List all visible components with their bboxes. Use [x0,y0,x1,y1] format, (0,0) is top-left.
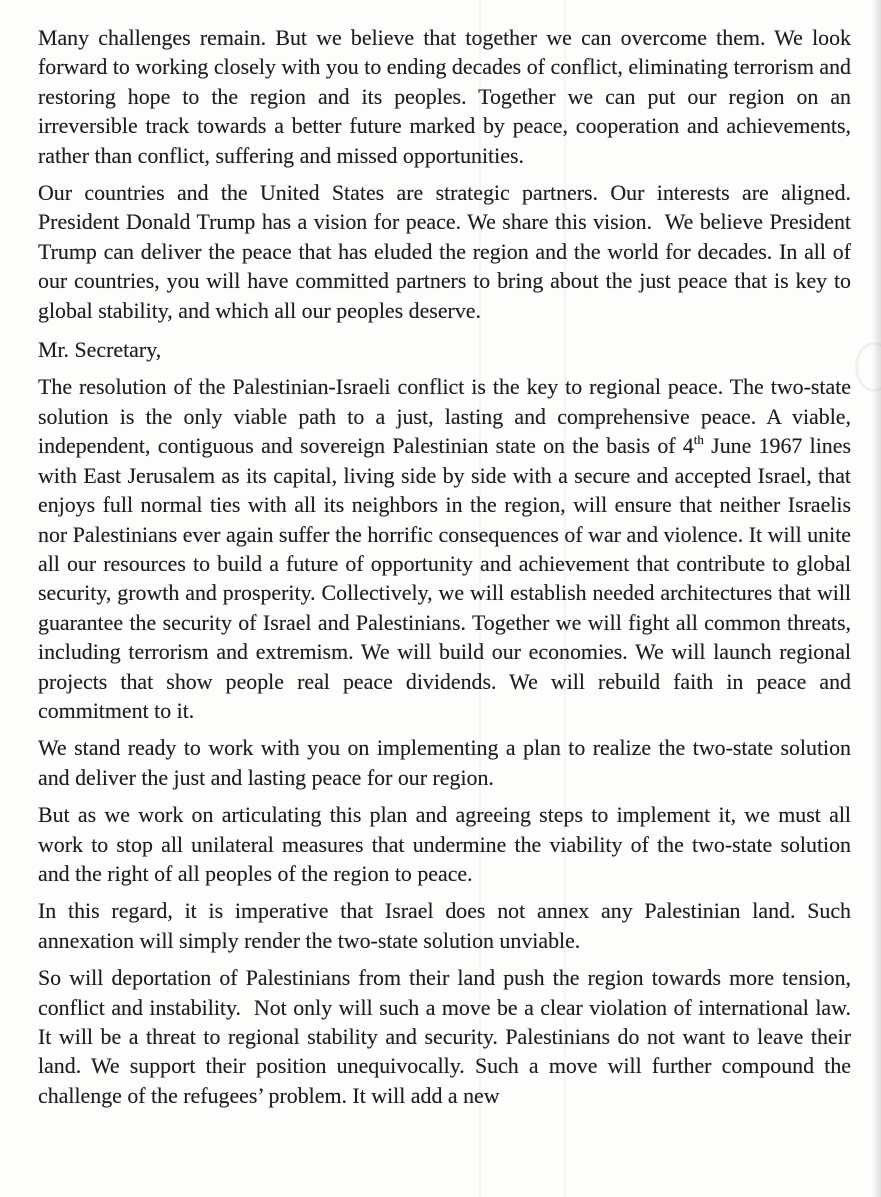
paragraph-two-state-resolution [38,372,851,725]
resolution-text-after-ordinal: June 1967 lines with East Jerusalem as its capital, living side by side with a secure and accepted Israel, that enjoys full normal ties with all its neighbors in the region, will ensure that neither Israelis nor Palestinians ever again suffer the horrific consequences of war and violence. It will unite all our resources to build a future of opportunity and achievement that contribute to global security, growth and prosperity. Collectively, we will establish needed architectures that will guarantee the security of Israel and Palestinians. Together we will fight all common threats, including terrorism and extremism. We will build our economies. We will launch regional projects that show people real peace dividends. We will rebuild faith in peace and commitment to it. [38,433,851,723]
letter-body [38,23,851,1118]
paragraph-deportation: So will deportation of Palestinians from their land push the region towards more tension, conflict and instability. Not only will such a move be a clear violation of international law. It will be a threat to regional stability and security. Palestinians do not want to leave their land. We support their position unequivocally. Such a move will further compound the challenge of the refugees’ problem. It will add a new [38,965,851,1108]
page-edge-shadow [872,0,881,1197]
scan-curl-artifact [855,342,881,392]
paragraph-overcome-challenges: Many challenges remain. But we believe that together we can overcome them. We look forward to working closely with you to ending decades of conflict, eliminating terrorism and restoring hope to the region and its peoples. Together we can put our region on an irreversible track towards a better future marked by peace, cooperation and achievements, rather than conflict, suffering and missed opportunities. [38,25,851,168]
paragraph-strategic-partners: Our countries and the United States are strategic partners. Our interests are aligned. President Donald Trump has a vision for peace. We share this vision. We believe President Trump can deliver the peace that has eluded the region and the world for decades. In all of our countries, you will have committed partners to bring about the just peace that is key to global stability, and which all our peoples deserve. [38,180,851,323]
ordinal-superscript: th [693,431,704,447]
resolution-text-before-ordinal: The resolution of the Palestinian-Israeli conflict is the key to regional peace. The two-state solution is the only viable path to a just, lasting and comprehensive peace. A viable, independent, contiguous and sovereign Palestinian state on the basis of 4 [38,374,851,459]
salutation: Mr. Secretary, [38,337,162,363]
paragraph-unilateral-measures: But as we work on articulating this plan and agreeing steps to implement it, we must all work to stop all unilateral measures that undermine the viability of the two-state solution and the right of all peoples of the region to peace. [38,802,851,886]
paragraph-annexation: In this regard, it is imperative that Israel does not annex any Palestinian land. Such annexation will simply render the two-state solution unviable. [38,898,851,953]
paragraph-stand-ready: We stand ready to work with you on implementing a plan to realize the two-state solution and deliver the just and lasting peace for our region. [38,735,851,790]
